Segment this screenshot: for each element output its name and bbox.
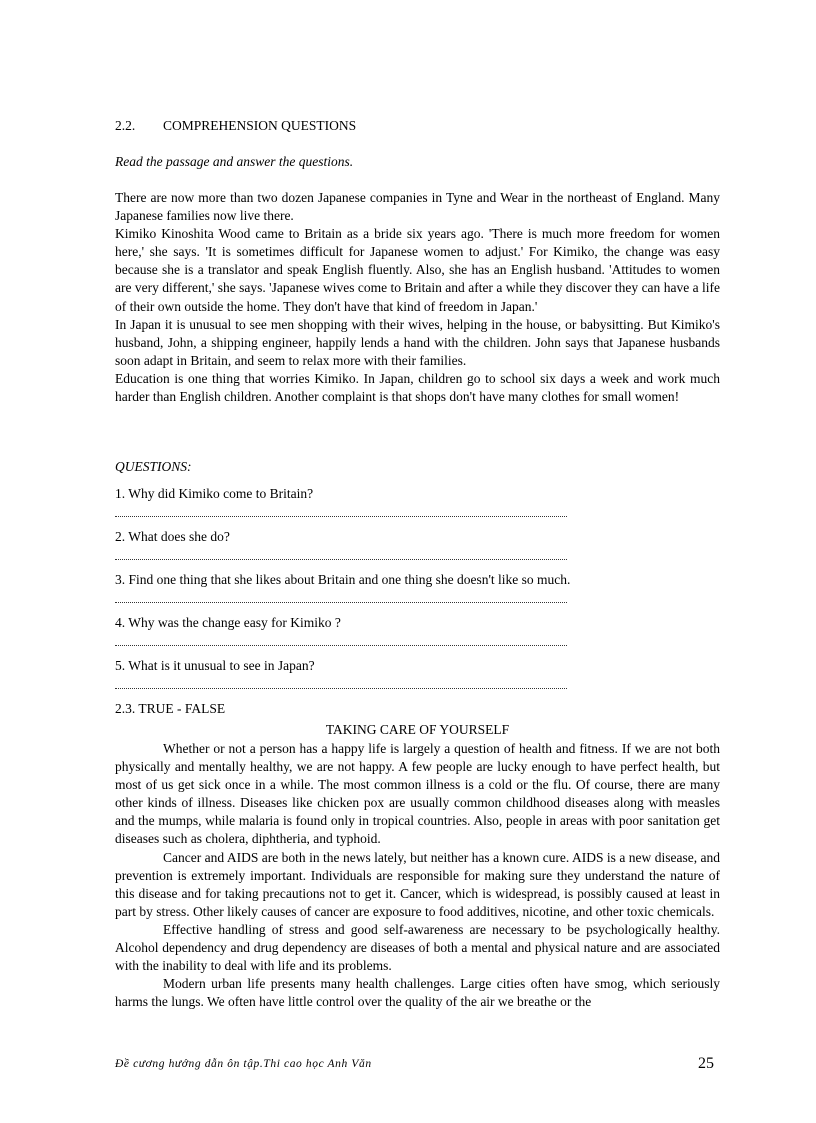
instruction: Read the passage and answer the questions. (115, 154, 354, 169)
section-heading-2-3: 2.3. TRUE - FALSE (115, 701, 226, 716)
question-3: 3. Find one thing that she likes about Britain and one thing she doesn't like so much. (115, 572, 571, 587)
article-paragraph: Effective handling of stress and good self-awareness are necessary to be psychologically healthy. Alcohol dependency and drug dependency are diseases of both a mental and physical nature and are associated with the inability to deal with life and its problems. (115, 921, 720, 974)
article (115, 740, 720, 1011)
passage-paragraph: In Japan it is unusual to see men shopping with their wives, helping in the house, or babysitting. But Kimiko's husband, John, a shipping engineer, happily lends a hand with the children. John says that Japanese husbands soon adapt in Britain, and seem to relax more with their families. (115, 316, 720, 368)
article-paragraph: Cancer and AIDS are both in the news lately, but neither has a known cure. AIDS is a new disease, and prevention is extremely important. Individuals are responsible for making sure they understand the nature of this disease and for taking precautions not to get it. Cancer, which is widespread, is possibly caused at least in part by stress. Other likely causes of cancer are exposure to food additives, nicotine, and other toxic chemicals. (115, 849, 720, 919)
passage (115, 189, 720, 406)
passage-paragraph: Education is one thing that worries Kimiko. In Japan, children go to school six days a week and work much harder than English children. Another complaint is that shops don't have many clothes for small women! (115, 370, 720, 405)
questions-title: QUESTIONS: (115, 459, 192, 474)
section-title: COMPREHENSION QUESTIONS (163, 118, 357, 133)
passage-paragraph: Kimiko Kinoshita Wood came to Britain as a bride six years ago. 'There is much more freedom for women here,' she says. 'It is sometimes difficult for Japanese women to adjust.' For Kimiko, the change was easy because she is a translator and speak English fluently. Also, she has an English husband. 'Attitudes to women are very different,' she says. 'Japanese wives come to Britain and after a while they discover they can have a life of their own outside the home. They don't have that kind of freedom in Japan.' (115, 226, 720, 314)
answer-line-1 (115, 514, 567, 517)
answer-line-5 (115, 686, 567, 689)
page-number: 25 (698, 1055, 714, 1072)
article-paragraph: Whether or not a person has a happy life is largely a question of health and fitness. If we are not both physically and mentally healthy, we are not happy. A few people are lucky enough to have perfect health, but most of us get sick once in a while. The most common illness is a cold or the flu. Of course, there are many other kinds of illness. Diseases like chicken pox are usually common childhood diseases along with measles and the mumps, while malaria is found only in tropical countries. Also, people in areas with poor sanitation get diseases such as cholera, diphtheria, and typhoid. (115, 741, 720, 847)
question-2: 2. What does she do? (115, 529, 230, 544)
passage-paragraph: There are now more than two dozen Japanese companies in Tyne and Wear in the northeast of England. Many Japanese families now live there. (115, 190, 720, 224)
answer-line-4 (115, 643, 567, 646)
question-4: 4. Why was the change easy for Kimiko ? (115, 615, 341, 630)
article-title: TAKING CARE OF YOURSELF (325, 722, 510, 737)
question-5: 5. What is it unusual to see in Japan? (115, 658, 315, 673)
section-number: 2.2. (115, 118, 136, 133)
article-paragraph: Modern urban life presents many health challenges. Large cities often have smog, which seriously harms the lungs. We often have little control over the quality of the air we breathe or the (115, 976, 720, 1010)
footer-text: Đề cương hướng dẫn ôn tập.Thi cao học Anh Văn (115, 1058, 372, 1070)
answer-line-3 (115, 600, 567, 603)
question-1: 1. Why did Kimiko come to Britain? (115, 486, 314, 501)
answer-line-2 (115, 557, 567, 560)
section-heading-2-2 (115, 118, 356, 134)
